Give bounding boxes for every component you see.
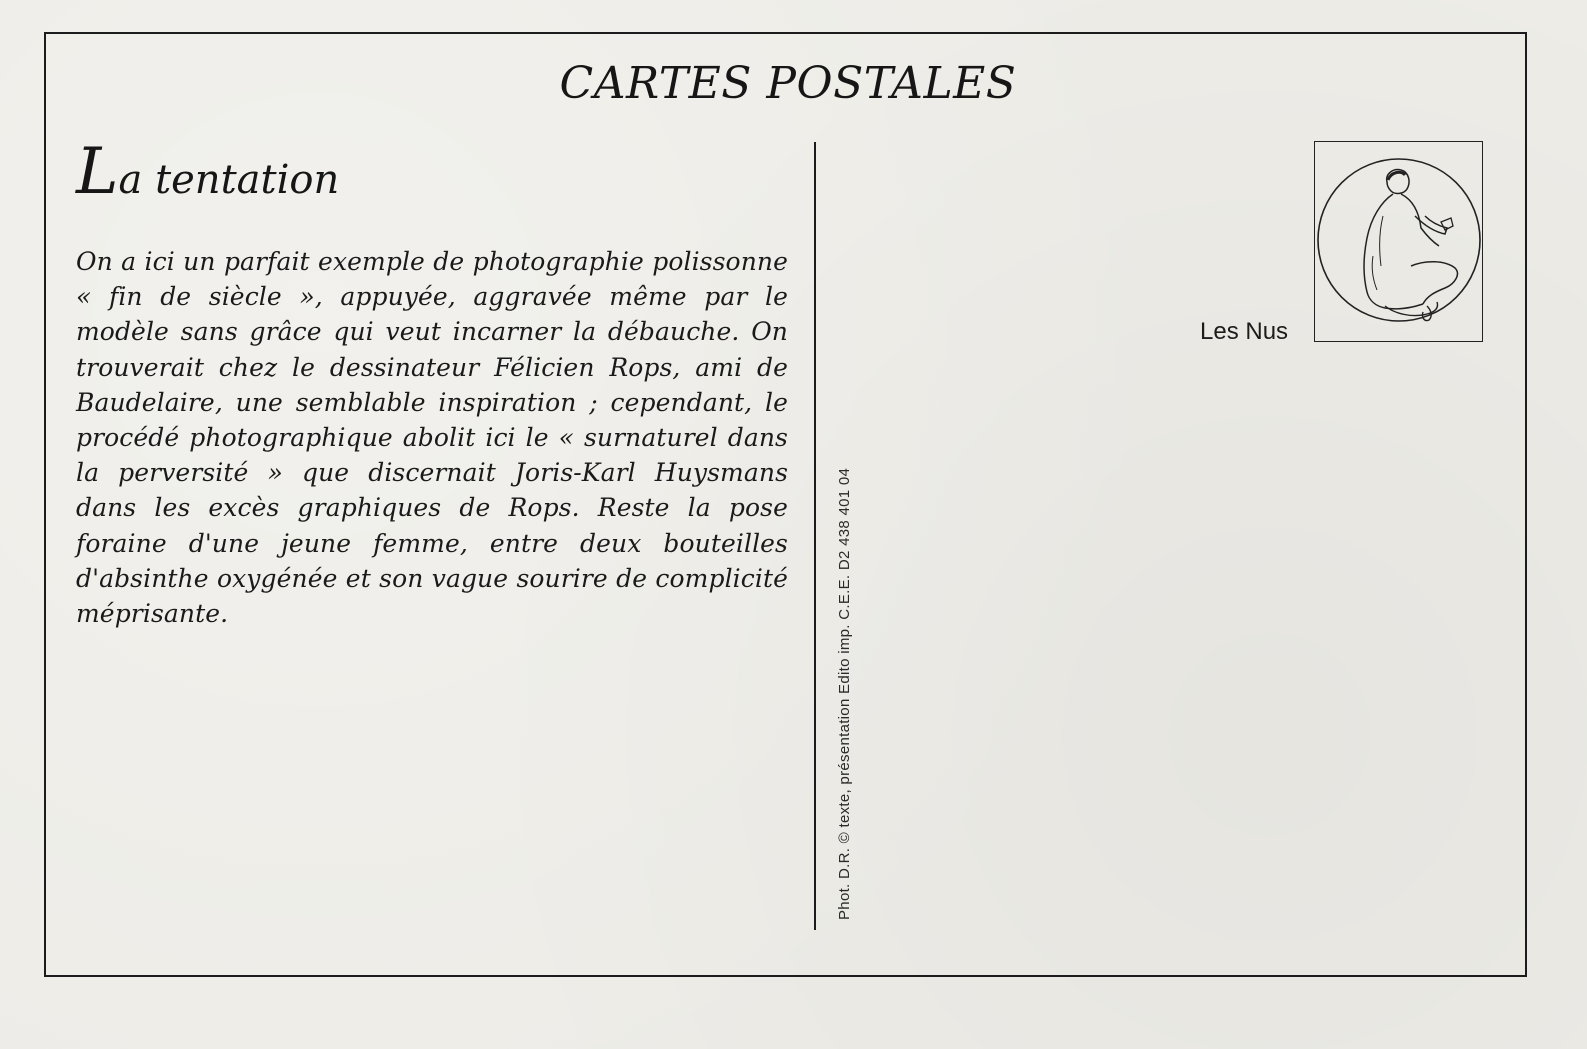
series-title: CARTES POSTALES	[559, 58, 1017, 109]
caption-title-initial: L	[76, 135, 119, 209]
caption-title-rest: a tentation	[118, 157, 340, 203]
seated-figure-medallion-icon	[1315, 156, 1481, 326]
caption-body: On a ici un parfait exemple de photographie polissonne « fin de siècle », appuyée, aggravée même par le modèle sans grâce qui veut incarner la débauche. On trouverait chez le dessinateur Félicien Rops, ami de Baudelaire, une semblable inspiration ; cependant, le procédé photographique abolit ici le « surnaturel dans la perversité » que discernait Joris-Karl Huysmans dans les excès graphiques de Rops. Reste la pose foraine d'une jeune femme, entre deux bouteilles d'absinthe oxygénée et son vague sourire de complicité méprisante.	[76, 247, 788, 629]
collection-label: Les Nus	[1200, 318, 1289, 345]
credit-line: Phot. D.R. © texte, présentation Edito imp. C.E.E. D2 438 401 04	[836, 467, 853, 920]
caption-title	[76, 135, 340, 209]
stamp-box	[1314, 141, 1483, 342]
address-divider	[814, 142, 816, 930]
